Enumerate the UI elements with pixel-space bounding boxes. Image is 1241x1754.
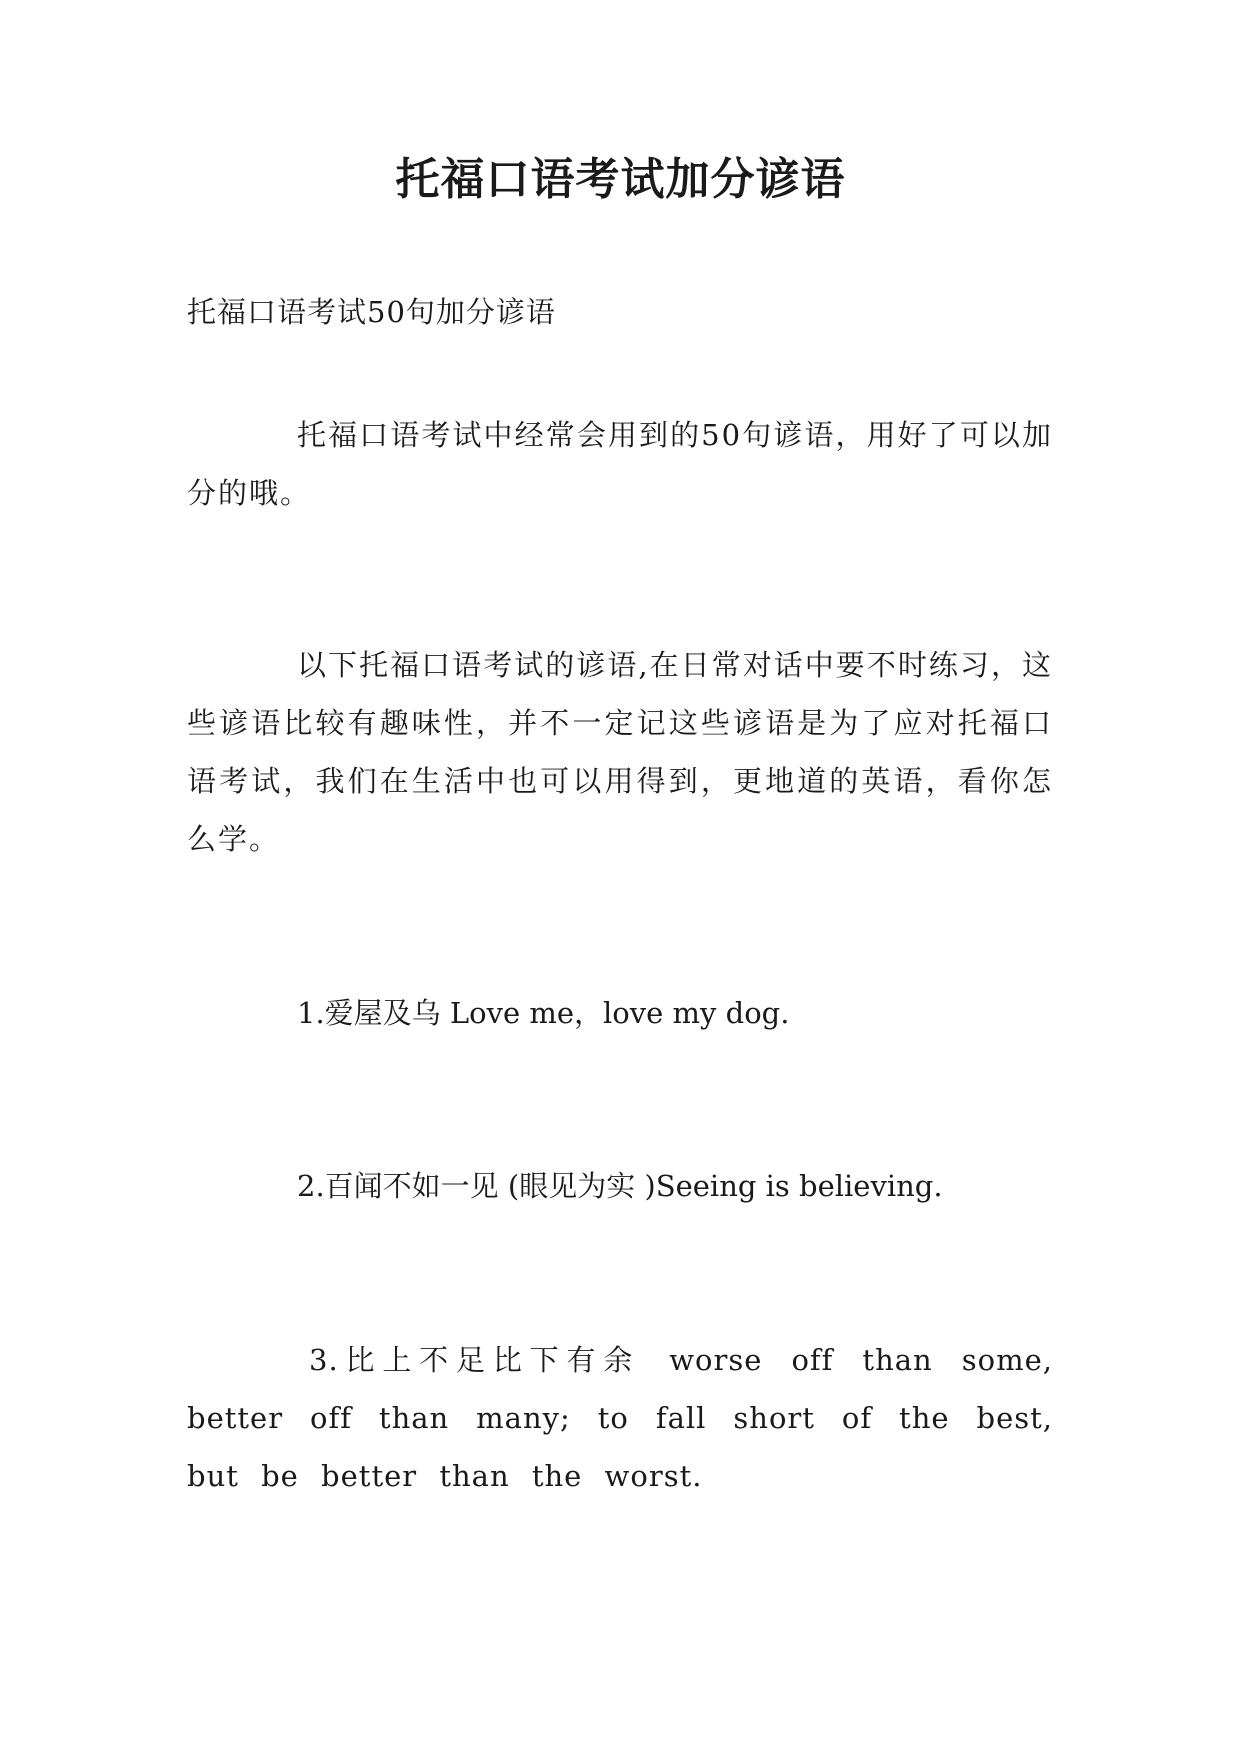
- proverb-item-1: 1.爱屋及乌 Love me，love my dog.: [297, 996, 790, 1030]
- proverb-item-3: 3.比上不足比下有余 worse off than some, better off than many; to fall short of the best, but be better than the worst.: [187, 1343, 1053, 1493]
- document-subtitle: 托福口语考试50句加分谚语: [187, 295, 556, 329]
- proverb-item-2: 2.百闻不如一见 (眼见为实 )Seeing is believing.: [297, 1169, 943, 1203]
- document-title: 托福口语考试加分谚语: [395, 154, 846, 205]
- intro-paragraph: 托福口语考试中经常会用到的50句谚语，用好了可以加分的哦。: [187, 418, 1053, 510]
- description-paragraph: 以下托福口语考试的谚语,在日常对话中要不时练习，这些谚语比较有趣味性，并不一定记这些谚语是为了应对托福口语考试，我们在生活中也可以用得到，更地道的英语，看你怎么学。: [187, 648, 1053, 856]
